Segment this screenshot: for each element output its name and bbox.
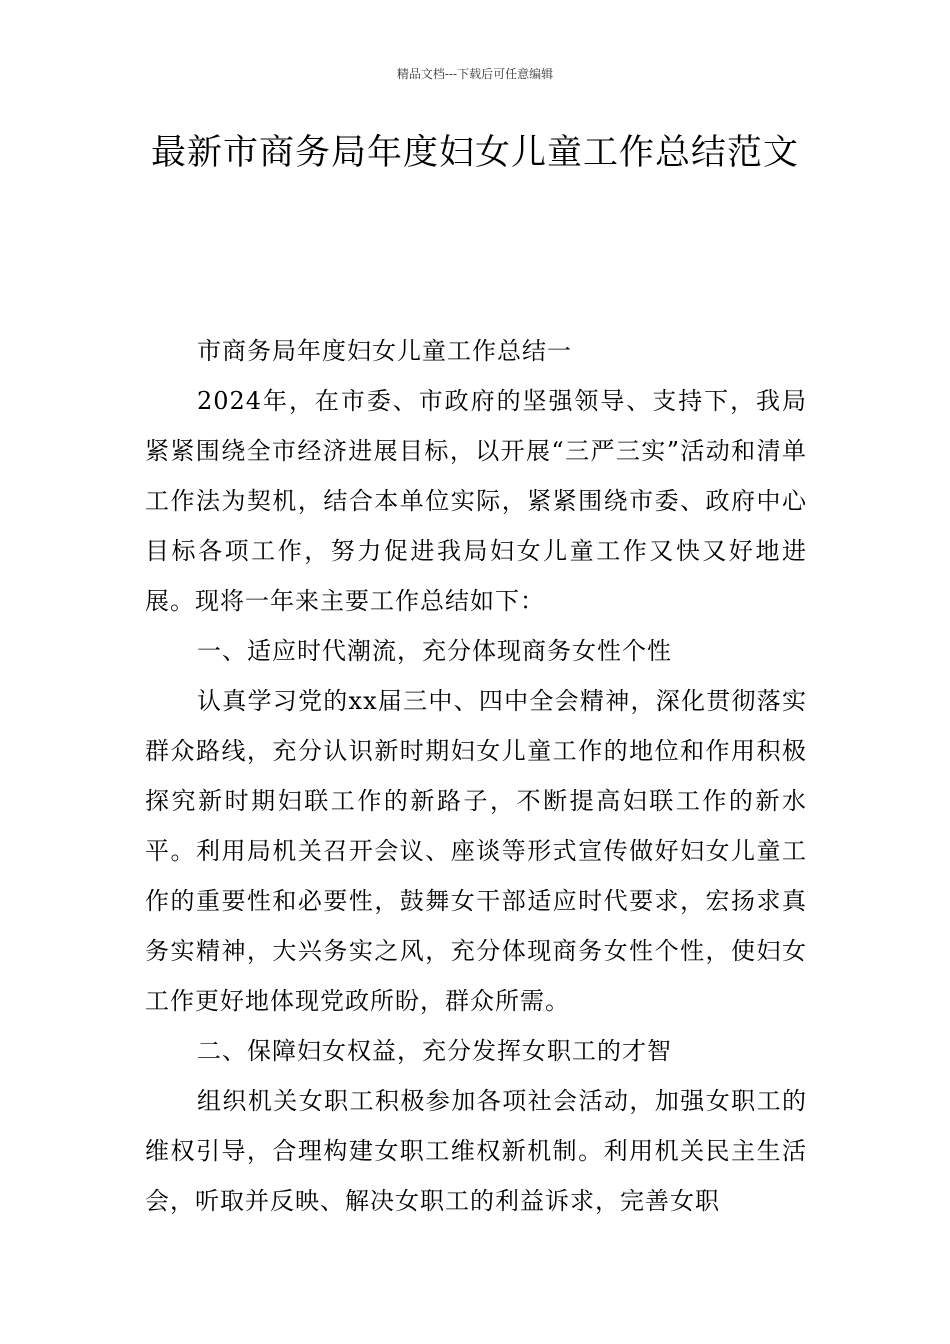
document-title: 最新市商务局年度妇女儿童工作总结范文	[150, 133, 799, 173]
section-heading-2: 二、保障妇女权益，充分发挥女职工的才智	[197, 1037, 672, 1065]
section-subtitle: 市商务局年度妇女儿童工作总结一	[197, 337, 572, 365]
section-2-paragraph: 组织机关女职工积极参加各项社会活动，加强女职工的维权引导，合理构建女职工维权新机制。利用机关民主生活会，听取并反映、解决女职工的利益诉求，完善女职	[145, 1087, 807, 1215]
document-body	[145, 326, 807, 1226]
section-heading-1: 一、适应时代潮流，充分体现商务女性个性	[197, 637, 672, 665]
intro-paragraph: 2024年，在市委、市政府的坚强领导、支持下，我局紧紧围绕全市经济进展目标，以开展“三严三实”活动和清单工作法为契机，结合本单位实际，紧紧围绕市委、政府中心目标各项工作，努力促进我局妇女儿童工作又快又好地进展。现将一年来主要工作总结如下：	[145, 387, 807, 615]
section-1-paragraph: 认真学习党的xx届三中、四中全会精神，深化贯彻落实群众路线，充分认识新时期妇女儿童工作的地位和作用积极探究新时期妇联工作的新路子，不断提高妇联工作的新水平。利用局机关召开会议、座谈等形式宣传做好妇女儿童工作的重要性和必要性，鼓舞女干部适应时代要求，宏扬求真务实精神，大兴务实之风，充分体现商务女性个性，使妇女工作更好地体现党政所盼，群众所需。	[145, 687, 807, 1015]
header-note: 精品文档---下载后可任意编辑	[396, 67, 554, 81]
